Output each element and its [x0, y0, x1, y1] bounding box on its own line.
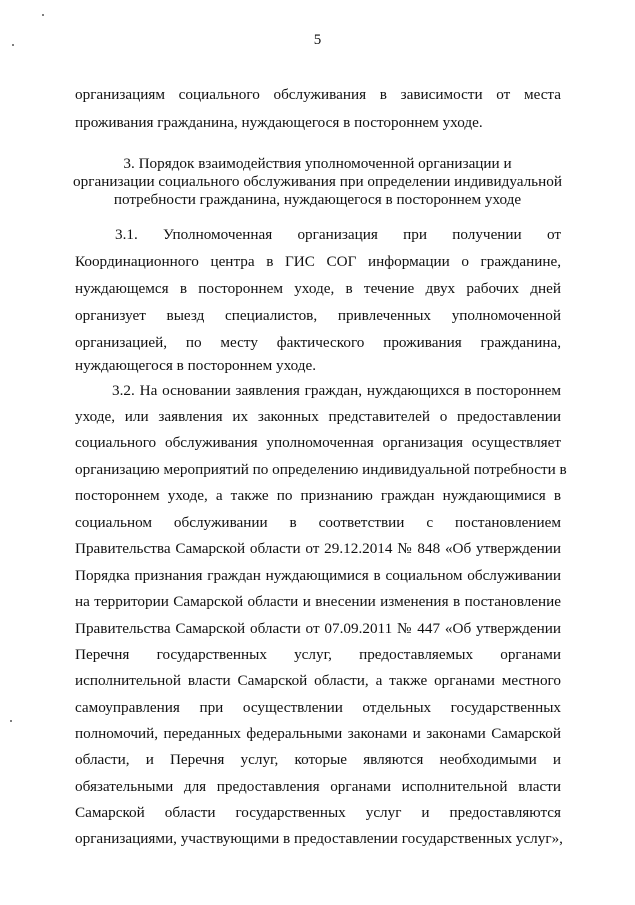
paragraph-3-2-line: организацию мероприятий по определению индивидуальной потребности в [75, 461, 567, 478]
paragraph-3-2-line: обязательными для предоставления органами исполнительной власти [75, 778, 561, 795]
scan-speck [42, 14, 44, 16]
paragraph-3-2-line: уходе, или заявления их законных представителей о предоставлении [75, 408, 561, 425]
paragraph-3-2-line: социальном обслуживании в соответствии с постановлением [75, 514, 561, 531]
paragraph-3-2-line: 3.2. На основании заявления граждан, нуждающихся в постороннем [112, 382, 561, 399]
paragraph-3-2-line: Правительства Самарской области от 29.12.2014 № 848 «Об утверждении [75, 540, 561, 557]
paragraph-3-2-line: Перечня государственных услуг, предоставляемых органами [75, 646, 561, 663]
section-heading-line: 3. Порядок взаимодействия уполномоченной организации и [123, 155, 512, 172]
paragraph-3-2-line: Правительства Самарской области от 07.09.2011 № 447 «Об утверждении [75, 620, 561, 637]
section-heading-line: потребности гражданина, нуждающегося в постороннем уходе [113, 191, 522, 208]
paragraph-3-2-line: социального обслуживания уполномоченная организация осуществляет [75, 434, 561, 451]
paragraph-3-2-line: самоуправления при осуществлении отдельных государственных [75, 699, 561, 716]
scan-speck [10, 720, 12, 722]
paragraph-3-1-line: организует выезд специалистов, привлеченных уполномоченной [75, 307, 561, 324]
paragraph-3-2-line: полномочий, переданных федеральными законами и законами Самарской [75, 725, 561, 742]
paragraph-3-2-line: исполнительной власти Самарской области, а также органами местного [75, 672, 561, 689]
intro-line: проживания гражданина, нуждающегося в постороннем уходе. [75, 114, 483, 131]
paragraph-3-2-line: Самарской области государственных услуг и предоставляются [75, 804, 561, 821]
paragraph-3-1-line: Координационного центра в ГИС СОГ информации о гражданине, [75, 253, 561, 270]
page-number: 5 [313, 32, 322, 48]
intro-line: организациям социального обслуживания в зависимости от места [75, 86, 561, 103]
paragraph-3-1-line: организацией, по месту фактического проживания гражданина, [75, 334, 561, 351]
paragraph-3-2-line: области, и Перечня услуг, которые являются необходимыми и [75, 751, 561, 768]
paragraph-3-1-line: нуждающегося в постороннем уходе. [75, 357, 317, 374]
paragraph-3-1-line: нуждающемся в постороннем уходе, в течение двух рабочих дней [75, 280, 561, 297]
paragraph-3-2-line: на территории Самарской области и внесении изменения в постановление [75, 593, 561, 610]
paragraph-3-1-line: 3.1. Уполномоченная организация при получении от [115, 226, 561, 243]
paragraph-3-2-line: организациями, участвующими в предоставлении государственных услуг», [75, 830, 563, 847]
scan-speck [12, 44, 14, 46]
section-heading-line: организации социального обслуживания при определении индивидуальной [73, 173, 562, 190]
paragraph-3-2-line: постороннем уходе, а также по признанию граждан нуждающимися в [75, 487, 561, 504]
paragraph-3-2-line: Порядка признания граждан нуждающимися в социальном обслуживании [75, 567, 561, 584]
